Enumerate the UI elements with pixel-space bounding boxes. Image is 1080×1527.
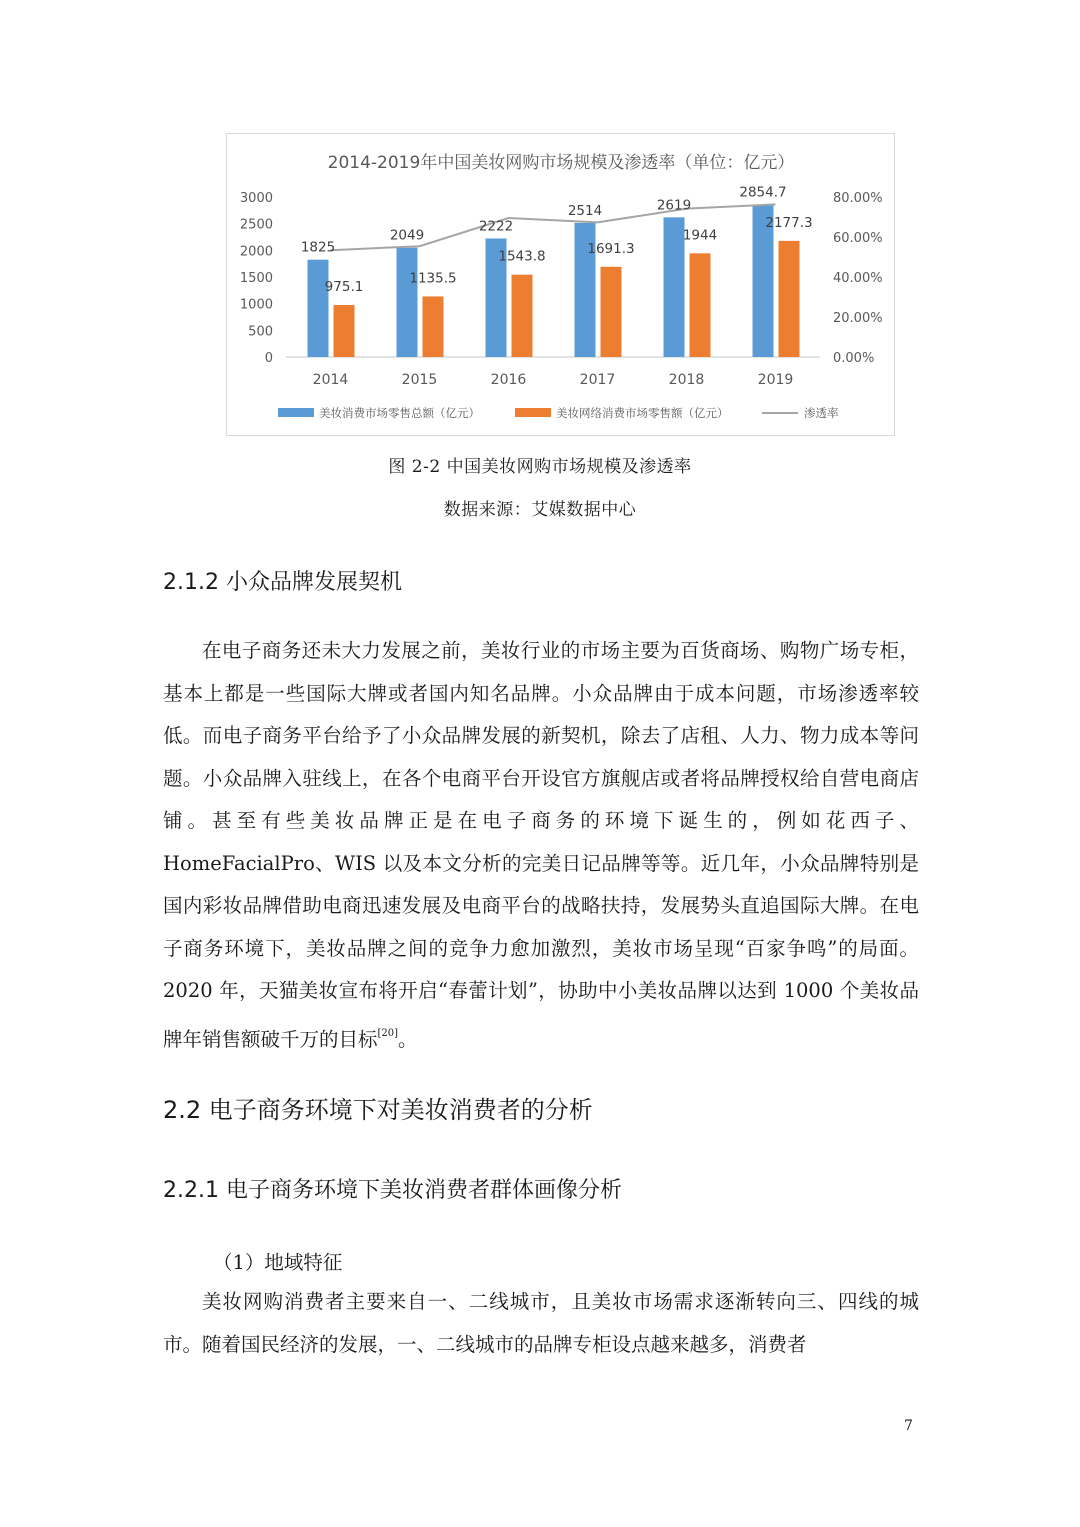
x-tick-label: 2018 xyxy=(668,372,705,388)
y-tick-label: 1500 xyxy=(239,271,273,286)
y-tick-label: 500 xyxy=(248,324,273,340)
data-label-total: 2514 xyxy=(567,202,603,219)
legend-label-penetration: 渗透率 xyxy=(804,406,839,420)
data-label-online: 2177.3 xyxy=(765,214,813,231)
data-label-total: 1825 xyxy=(300,239,336,256)
bar-online-retail xyxy=(779,241,800,357)
bar-online-retail xyxy=(512,275,533,357)
chart-figure xyxy=(226,133,895,436)
bar-total-retail xyxy=(308,260,329,357)
data-label-online: 1944 xyxy=(682,227,718,244)
legend-swatch-total xyxy=(278,408,314,417)
y2-tick-label: 40.00% xyxy=(833,271,883,286)
x-tick-label: 2015 xyxy=(401,372,438,388)
y2-tick-label: 60.00% xyxy=(833,231,883,246)
y2-tick-label: 80.00% xyxy=(833,191,883,206)
figure-source: 数据来源：艾媒数据中心 xyxy=(443,500,637,520)
data-label-online: 1543.8 xyxy=(498,248,546,265)
section-2-2-1-paragraph: 美妆网购消费者主要来自一、二线城市，且美妆市场需求逐渐转向三、四线的城市。随着国民经济的发展，一、二线城市的品牌专柜设点越来越多，消费者 xyxy=(163,1290,919,1356)
x-tick-label: 2017 xyxy=(579,372,616,388)
bar-online-retail xyxy=(601,267,622,357)
y-tick-label: 3000 xyxy=(239,191,273,206)
legend-label-online: 美妆网络消费市场零售额（亿元） xyxy=(556,406,729,420)
data-label-online: 1691.3 xyxy=(587,240,635,257)
y2-tick-label: 20.00% xyxy=(833,311,883,326)
bar-online-retail xyxy=(690,253,711,357)
list-item-region: （1）地域特征 xyxy=(213,1251,343,1274)
section-heading-2-2: 2.2 电子商务环境下对美妆消费者的分析 xyxy=(163,1096,593,1124)
data-label-total: 2854.7 xyxy=(739,184,787,201)
data-label-online: 1135.5 xyxy=(409,270,457,287)
bar-online-retail xyxy=(423,296,444,357)
legend-label-total: 美妆消费市场零售总额（亿元） xyxy=(319,406,480,420)
x-tick-label: 2014 xyxy=(312,372,349,388)
section-heading-2-1-2: 2.1.2 小众品牌发展契机 xyxy=(163,570,402,595)
data-label-online: 975.1 xyxy=(324,278,364,295)
x-tick-label: 2016 xyxy=(490,372,527,388)
chart-canvas xyxy=(227,134,896,437)
data-label-total: 2049 xyxy=(389,227,425,244)
bar-online-retail xyxy=(334,305,355,357)
section-heading-2-2-1: 2.2.1 电子商务环境下美妆消费者群体画像分析 xyxy=(163,1178,622,1203)
paragraph-text: 在电子商务还未大力发展之前，美妆行业的市场主要为百货商场、购物广场专柜，基本上都是一些国际大牌或者国内知名品牌。小众品牌由于成本问题，市场渗透率较低。而电子商务平台给予了小众品牌发展的新契机，除去了店租、人力、物力成本等问题。小众品牌入驻线上，在各个电商平台开设官方旗舰店或者将品牌授权给自营电商店铺。甚至有些美妆品牌正是在电子商务的环境下诞生的，例如花西子、HomeFacialPro、WIS 以及本文分析的完美日记品牌等等。近几年，小众品牌特别是国内彩妆品牌借助电商迅速发展及电商平台的战略扶持，发展势头直追国际大牌。在电子商务环境下，美妆品牌之间的竞争力愈加激烈，美妆市场呈现“百家争鸣”的局面。2020 年，天猫美妆宣布将开启“春蕾计划”，协助中小美妆品牌以达到 1000 个美妆品牌年销售额破千万的目标 xyxy=(163,639,919,1051)
page-number: 7 xyxy=(904,1418,913,1434)
data-label-total: 2619 xyxy=(656,197,692,214)
y-tick-label: 1000 xyxy=(239,297,273,313)
citation-ref: [20] xyxy=(377,1027,399,1039)
y-tick-label: 0 xyxy=(264,351,273,366)
y-tick-label: 2500 xyxy=(239,217,273,233)
x-tick-label: 2019 xyxy=(757,372,794,388)
bar-total-retail xyxy=(664,217,685,357)
y2-tick-label: 0.00% xyxy=(833,351,875,366)
data-label-total: 2222 xyxy=(478,218,514,235)
paragraph-end: 。 xyxy=(398,1027,418,1051)
section-2-1-2-paragraph xyxy=(163,630,919,1061)
chart-title: 2014-2019年中国美妆网购市场规模及渗透率（单位：亿元） xyxy=(327,153,795,173)
legend-swatch-online xyxy=(515,408,551,417)
bar-total-retail xyxy=(397,248,418,357)
figure-caption: 图 2-2 中国美妆网购市场规模及渗透率 xyxy=(388,457,692,477)
y-tick-label: 2000 xyxy=(239,244,273,260)
